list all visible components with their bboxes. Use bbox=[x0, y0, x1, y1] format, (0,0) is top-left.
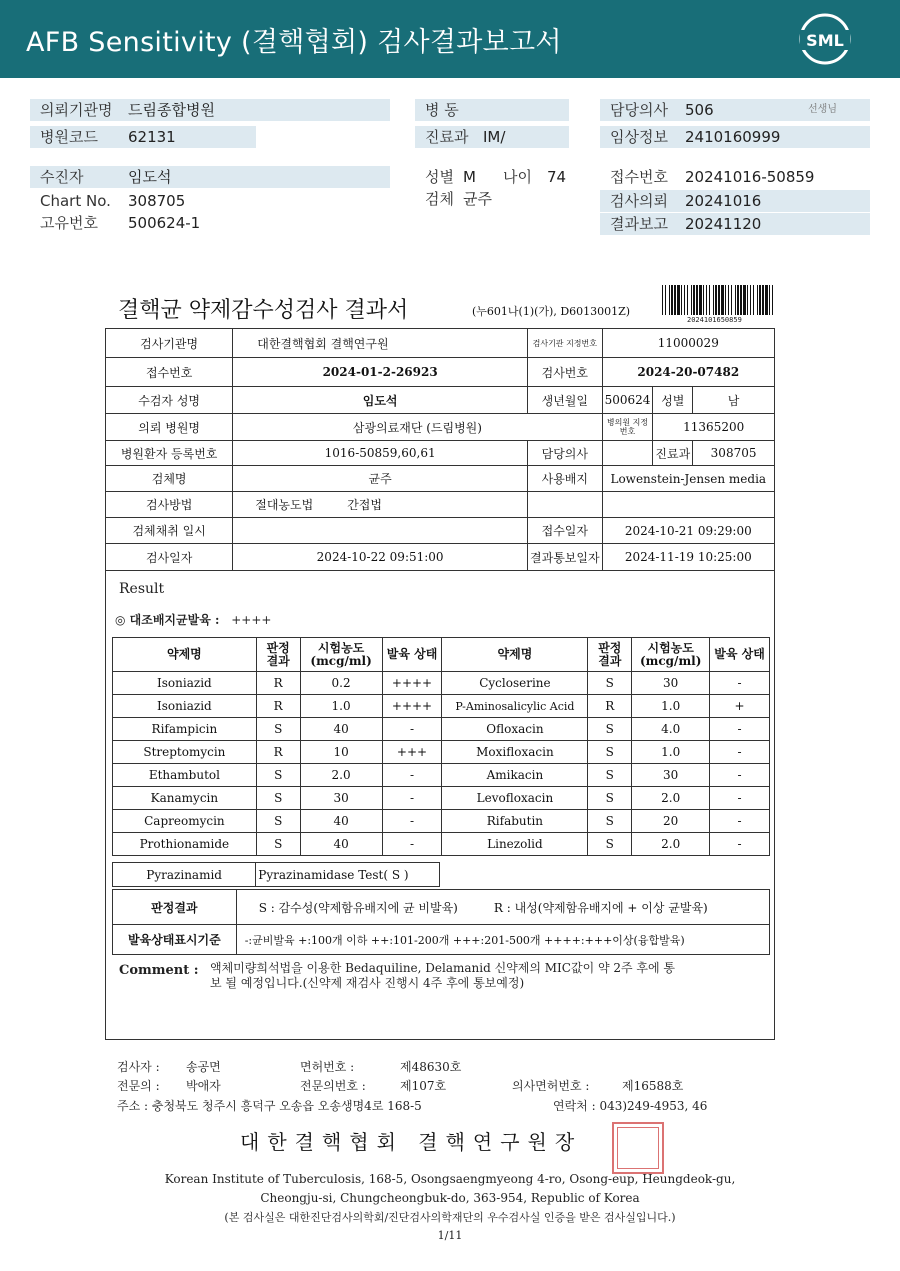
receipt-label: 접수번호 bbox=[610, 168, 668, 186]
table-row bbox=[106, 466, 775, 492]
sex-value: M bbox=[463, 168, 476, 186]
report-title: 결핵균 약제감수성검사 결과서 bbox=[118, 298, 409, 323]
control-growth bbox=[115, 611, 279, 628]
doctor-row bbox=[600, 99, 870, 121]
blank-cell bbox=[528, 492, 603, 518]
growth-value: -:균비발육 +:100개 이하 ++:101-200개 +++:201-500개 ++++:+++이상(융합발육) bbox=[236, 925, 769, 955]
drug-cell: S bbox=[588, 741, 632, 764]
doctor-label: 담당의사 bbox=[528, 441, 603, 466]
table-row bbox=[106, 544, 775, 571]
pza-table bbox=[112, 862, 440, 887]
drug-cell: - bbox=[710, 672, 770, 695]
specimen-info-table bbox=[105, 328, 775, 571]
drug-cell: Isoniazid bbox=[113, 672, 257, 695]
sex-label: 성별 bbox=[425, 168, 454, 186]
test-date-label: 검사일자 bbox=[106, 544, 233, 571]
receipt-no-label: 접수번호 bbox=[106, 358, 233, 387]
specimen-label: 검체 bbox=[425, 190, 454, 208]
clinical-row bbox=[600, 126, 870, 148]
drug-cell: R bbox=[256, 741, 300, 764]
chart-row bbox=[30, 190, 390, 212]
patient-label: 수진자 bbox=[40, 168, 84, 186]
barcode-image bbox=[662, 285, 774, 315]
test-org-label: 검사기관명 bbox=[106, 329, 233, 358]
drug-cell: ++++ bbox=[382, 695, 442, 718]
drug-cell: 0.2 bbox=[300, 672, 382, 695]
drug-cell: S bbox=[588, 718, 632, 741]
drug-cell: R bbox=[256, 672, 300, 695]
drug-cell: Capreomycin bbox=[113, 810, 257, 833]
clinical-label: 임상정보 bbox=[610, 128, 668, 146]
hospital-code-label: 병원코드 bbox=[40, 128, 98, 146]
drug-cell: S bbox=[256, 787, 300, 810]
drug-cell: Prothionamide bbox=[113, 833, 257, 856]
table-row bbox=[113, 695, 770, 718]
english-address-line-1: Korean Institute of Tuberculosis, 168-5, Osongsaengmyeong 4-ro, Osong-eup, Heungdeok-gu, bbox=[164, 1172, 736, 1186]
age-value: 74 bbox=[547, 168, 567, 186]
drug-header-cell: 발육 상태 bbox=[710, 638, 770, 672]
hosp-desig-value: 11365200 bbox=[653, 414, 775, 441]
drug-header-cell: 약제명 bbox=[442, 638, 588, 672]
table-row bbox=[106, 518, 775, 544]
legend-table bbox=[112, 889, 770, 955]
method-label: 검사방법 bbox=[106, 492, 233, 518]
tester-name: 송공면 bbox=[186, 1060, 221, 1074]
result-label: Result bbox=[119, 581, 165, 597]
test-date-value: 2024-10-22 09:51:00 bbox=[233, 544, 528, 571]
reg-no-label: 병원환자 등록번호 bbox=[106, 441, 233, 466]
receipt-no-value: 2024-01-2-26923 bbox=[233, 358, 528, 387]
license-label: 면허번호 : bbox=[300, 1060, 355, 1074]
drug-cell: S bbox=[256, 764, 300, 787]
drug-header-cell: 발육 상태 bbox=[382, 638, 442, 672]
collect-value bbox=[233, 518, 528, 544]
judgment-label: 판정결과 bbox=[113, 890, 237, 925]
pza-name: Pyrazinamid bbox=[113, 863, 256, 887]
spec-license-label: 전문의번호 : bbox=[300, 1079, 366, 1093]
pza-value: Pyrazinamidase Test( S ) bbox=[256, 863, 440, 887]
drug-cell: 40 bbox=[300, 810, 382, 833]
growth-label: 발육상태표시기준 bbox=[113, 925, 237, 955]
unique-value: 500624-1 bbox=[128, 214, 201, 232]
specimen-value: 균주 bbox=[463, 190, 492, 208]
hosp-desig-label: 병의원 지정번호 bbox=[602, 414, 653, 441]
drug-cell: Rifampicin bbox=[113, 718, 257, 741]
table-row bbox=[106, 414, 775, 441]
birth-value: 500624 bbox=[602, 387, 653, 414]
tester-label: 검사자 : bbox=[117, 1060, 160, 1074]
drug-cell: 1.0 bbox=[300, 695, 382, 718]
english-address-line-2: Cheongju-si, Chungcheongbuk-do, 363-954, Republic of Korea bbox=[260, 1191, 640, 1205]
drug-cell: - bbox=[382, 810, 442, 833]
blank-cell bbox=[602, 492, 774, 518]
ref-hosp-value: 삼광의료재단 (드림병원) bbox=[233, 414, 602, 441]
sex-age-row bbox=[415, 166, 585, 188]
drug-cell: - bbox=[710, 741, 770, 764]
drug-cell: - bbox=[710, 833, 770, 856]
drug-cell: 2.0 bbox=[632, 833, 710, 856]
control-label: ◎ 대조배지균발육 : bbox=[115, 613, 220, 627]
ward-row bbox=[415, 99, 569, 121]
page-title: AFB Sensitivity (결핵협회) 검사결과보고서 bbox=[26, 27, 562, 58]
comment-text bbox=[210, 961, 765, 991]
specimen-row bbox=[415, 188, 585, 210]
drug-cell: S bbox=[588, 672, 632, 695]
table-row bbox=[113, 787, 770, 810]
receipt-date-label: 접수일자 bbox=[528, 518, 603, 544]
drug-cell: +++ bbox=[382, 741, 442, 764]
sex-label: 성별 bbox=[653, 387, 693, 414]
header-banner bbox=[0, 0, 900, 78]
specialist-name: 박애자 bbox=[186, 1079, 221, 1093]
patient-row bbox=[30, 166, 390, 188]
table-row bbox=[106, 441, 775, 466]
doctor-value: 506 bbox=[685, 101, 714, 119]
table-row bbox=[113, 810, 770, 833]
table-row bbox=[113, 890, 770, 925]
drug-cell: S bbox=[588, 833, 632, 856]
patient-name-value: 임도석 bbox=[233, 387, 528, 414]
drug-cell: - bbox=[382, 764, 442, 787]
drug-cell: Isoniazid bbox=[113, 695, 257, 718]
drug-cell: ++++ bbox=[382, 672, 442, 695]
specialist-label: 전문의 : bbox=[117, 1079, 160, 1093]
method-value-2: 간접법 bbox=[347, 498, 382, 512]
receipt-date-value: 2024-10-21 09:29:00 bbox=[602, 518, 774, 544]
table-row bbox=[106, 358, 775, 387]
table-row bbox=[113, 863, 440, 887]
clinical-value: 2410160999 bbox=[685, 128, 781, 146]
drug-cell: Amikacin bbox=[442, 764, 588, 787]
drug-cell: - bbox=[710, 810, 770, 833]
notify-value: 2024-11-19 10:25:00 bbox=[602, 544, 774, 571]
barcode-number: 2024101650859 bbox=[687, 316, 742, 324]
table-row bbox=[113, 741, 770, 764]
institution-label: 의뢰기관명 bbox=[40, 101, 113, 119]
test-no-label: 검사번호 bbox=[528, 358, 603, 387]
drug-cell: 40 bbox=[300, 718, 382, 741]
unique-row bbox=[30, 212, 390, 234]
svg-text:SML: SML bbox=[806, 31, 844, 50]
specimen-label: 검체명 bbox=[106, 466, 233, 492]
certification-note: (본 검사실은 대한진단검사의학회/진단검사의학재단의 우수검사실 인증을 받은 검사실입니다.) bbox=[224, 1211, 676, 1224]
drug-sensitivity-table bbox=[112, 637, 770, 856]
table-row bbox=[106, 387, 775, 414]
request-row bbox=[600, 190, 870, 212]
license-value: 제48630호 bbox=[400, 1060, 462, 1074]
judgment-value bbox=[236, 890, 769, 925]
spec-license-value: 제107호 bbox=[400, 1079, 447, 1093]
drug-cell: 10 bbox=[300, 741, 382, 764]
table-row bbox=[113, 833, 770, 856]
judgment-s: S : 감수성(약제함유배지에 균 비발육) bbox=[258, 900, 458, 915]
designation-value: 11000029 bbox=[602, 329, 774, 358]
request-value: 20241016 bbox=[685, 192, 762, 210]
drug-cell: 1.0 bbox=[632, 695, 710, 718]
drug-cell: 30 bbox=[632, 672, 710, 695]
drug-cell: - bbox=[382, 787, 442, 810]
doctor-license-value: 제16588호 bbox=[622, 1079, 684, 1093]
method-value-1: 절대농도법 bbox=[255, 498, 314, 512]
drug-cell: R bbox=[256, 695, 300, 718]
report-value: 20241120 bbox=[685, 215, 762, 233]
reg-no-value: 1016-50859,60,61 bbox=[233, 441, 528, 466]
drug-cell: Ethambutol bbox=[113, 764, 257, 787]
comment-label: Comment : bbox=[119, 963, 199, 978]
collect-label: 검체채취 일시 bbox=[106, 518, 233, 544]
drug-cell: - bbox=[710, 787, 770, 810]
dept-value: 308705 bbox=[693, 441, 775, 466]
ward-label: 병 동 bbox=[425, 101, 459, 119]
drug-cell: S bbox=[588, 764, 632, 787]
table-row bbox=[113, 672, 770, 695]
institution-row bbox=[30, 99, 390, 121]
drug-cell: Rifabutin bbox=[442, 810, 588, 833]
drug-header-cell: 판정 결과 bbox=[588, 638, 632, 672]
drug-cell: S bbox=[588, 810, 632, 833]
drug-cell: P-Aminosalicylic Acid bbox=[442, 695, 588, 718]
age-label: 나이 bbox=[503, 168, 532, 186]
drug-cell: S bbox=[588, 787, 632, 810]
drug-cell: - bbox=[382, 833, 442, 856]
medium-label: 사용배지 bbox=[528, 466, 603, 492]
drug-cell: Levofloxacin bbox=[442, 787, 588, 810]
test-no-value: 2024-20-07482 bbox=[602, 358, 774, 387]
report-subtitle: (누601나(1)(가), D6013001Z) bbox=[472, 305, 631, 318]
table-row bbox=[113, 718, 770, 741]
drug-cell: R bbox=[588, 695, 632, 718]
designation-label: 검사기관 지정번호 bbox=[528, 329, 603, 358]
drug-cell: - bbox=[382, 718, 442, 741]
drug-header-cell: 시험농도 (mcg/ml) bbox=[300, 638, 382, 672]
test-org-value: 대한결핵협회 결핵연구원 bbox=[233, 329, 528, 358]
drug-cell: 30 bbox=[632, 764, 710, 787]
drug-header-cell: 판정 결과 bbox=[256, 638, 300, 672]
receipt-value: 20241016-50859 bbox=[685, 168, 815, 186]
drug-cell: 4.0 bbox=[632, 718, 710, 741]
drug-cell: 30 bbox=[300, 787, 382, 810]
dept-label: 진료과 bbox=[425, 128, 469, 146]
drug-cell: Cycloserine bbox=[442, 672, 588, 695]
address: 주소 : 충청북도 청주시 흥덕구 오송읍 오송생명4로 168-5 bbox=[117, 1099, 422, 1113]
page-number: 1/11 bbox=[437, 1229, 463, 1242]
birth-label: 생년월일 bbox=[528, 387, 603, 414]
drug-cell: - bbox=[710, 718, 770, 741]
drug-cell: 20 bbox=[632, 810, 710, 833]
sml-logo bbox=[798, 12, 852, 66]
drug-cell: S bbox=[256, 833, 300, 856]
hospital-code-row bbox=[30, 126, 256, 148]
drug-cell: 40 bbox=[300, 833, 382, 856]
hospital-code-value: 62131 bbox=[128, 128, 176, 146]
drug-cell: 1.0 bbox=[632, 741, 710, 764]
medium-value: Lowenstein-Jensen media bbox=[602, 466, 774, 492]
chart-label: Chart No. bbox=[40, 192, 111, 210]
drug-cell: Moxifloxacin bbox=[442, 741, 588, 764]
drug-cell: S bbox=[256, 718, 300, 741]
drug-cell: Streptomycin bbox=[113, 741, 257, 764]
sex-value: 남 bbox=[693, 387, 775, 414]
drug-cell: S bbox=[256, 810, 300, 833]
patient-name-label: 수검자 성명 bbox=[106, 387, 233, 414]
drug-cell: 2.0 bbox=[300, 764, 382, 787]
table-row bbox=[113, 764, 770, 787]
institution-value: 드림종합병원 bbox=[128, 101, 215, 119]
drug-cell: Kanamycin bbox=[113, 787, 257, 810]
table-row bbox=[106, 329, 775, 358]
receipt-row bbox=[600, 166, 870, 188]
dept-label: 진료과 bbox=[653, 441, 693, 466]
drug-cell: Linezolid bbox=[442, 833, 588, 856]
organization-name: 대한결핵협회 결핵연구원장 bbox=[240, 1130, 583, 1154]
drug-cell: + bbox=[710, 695, 770, 718]
doctor-label: 담당의사 bbox=[610, 101, 668, 119]
specimen-value: 균주 bbox=[233, 466, 528, 492]
doctor-license-label: 의사면허번호 : bbox=[512, 1079, 590, 1093]
report-label: 결과보고 bbox=[610, 215, 668, 233]
doctor-value bbox=[602, 441, 653, 466]
drug-table-header bbox=[113, 638, 770, 672]
comment-line-2: 보 될 예정입니다.(신약제 재검사 진행시 4주 후에 통보예정) bbox=[210, 976, 525, 990]
comment-line-1: 액체미량희석법을 이용한 Bedaquiline, Delamanid 신약제의 MIC값이 약 2주 후에 통 bbox=[210, 961, 676, 975]
drug-header-cell: 약제명 bbox=[113, 638, 257, 672]
drug-header-cell: 시험농도 (mcg/ml) bbox=[632, 638, 710, 672]
method-value bbox=[233, 492, 528, 518]
drug-cell: - bbox=[710, 764, 770, 787]
official-seal bbox=[612, 1122, 664, 1174]
ref-hosp-label: 의뢰 병원명 bbox=[106, 414, 233, 441]
judgment-r: R : 내성(약제함유배지에 + 이상 균발육) bbox=[493, 900, 708, 915]
drug-cell: Ofloxacin bbox=[442, 718, 588, 741]
table-row bbox=[106, 492, 775, 518]
contact: 연락처 : 043)249-4953, 46 bbox=[553, 1099, 708, 1113]
drug-cell: 2.0 bbox=[632, 787, 710, 810]
unique-label: 고유번호 bbox=[40, 214, 98, 232]
request-label: 검사의뢰 bbox=[610, 192, 668, 210]
dept-row bbox=[415, 126, 569, 148]
patient-value: 임도석 bbox=[128, 168, 172, 186]
dept-value: IM/ bbox=[483, 128, 506, 146]
control-value: ++++ bbox=[231, 613, 272, 627]
chart-value: 308705 bbox=[128, 192, 186, 210]
doctor-suffix: 선생님 bbox=[808, 104, 837, 115]
notify-label: 결과통보일자 bbox=[528, 544, 603, 571]
report-row bbox=[600, 213, 870, 235]
table-row bbox=[113, 925, 770, 955]
